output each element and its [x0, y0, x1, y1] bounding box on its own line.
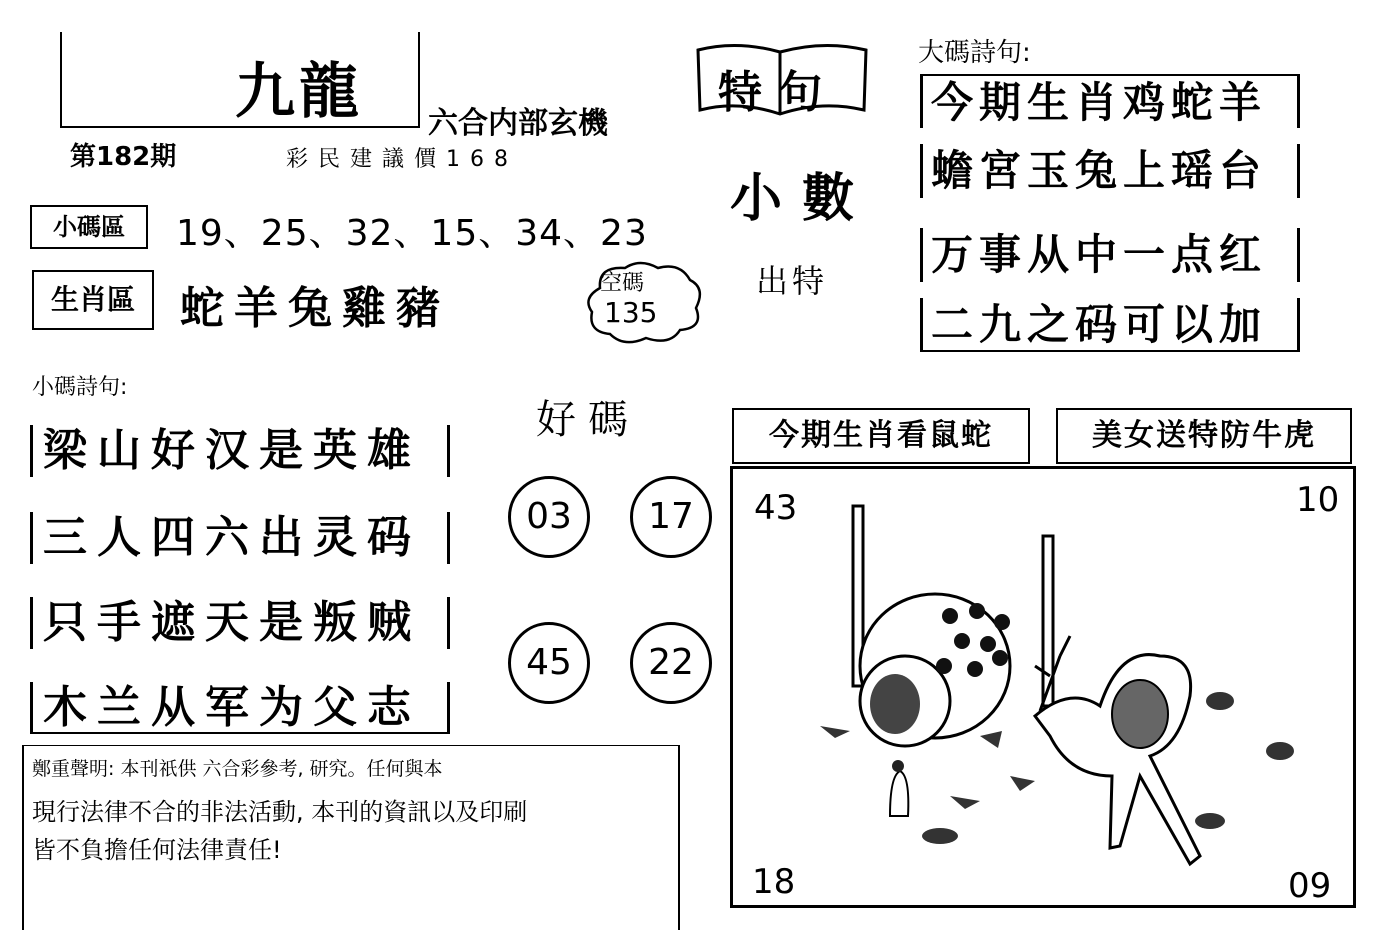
good-codes-title: 好碼	[536, 397, 640, 443]
good-code-circle: 45	[508, 622, 590, 704]
small-code-label: 小碼區	[30, 205, 148, 249]
good-code-circle: 22	[630, 622, 712, 704]
small-poem-title: 小碼詩句:	[32, 375, 128, 400]
corner-number: 10	[1296, 480, 1340, 520]
cloud-label: 空碼	[600, 271, 645, 296]
disclaimer-line: 鄭重聲明: 本刊祇供 六合彩參考, 研究。任何與本	[32, 758, 443, 780]
zodiac-label: 生肖區	[32, 270, 154, 330]
subtitle: 六合内部玄機	[428, 106, 608, 141]
issue-number: 第182期	[70, 142, 177, 172]
small-number-label: 小數	[730, 169, 875, 229]
disclaimer-line: 皆不負擔任何法律責任!	[32, 836, 282, 864]
small-poem-line: 只手遮天是叛贼	[30, 597, 450, 649]
small-code-numbers: 19、25、32、15、34、23	[176, 213, 648, 254]
good-code-circle: 17	[630, 476, 712, 558]
big-poem-line: 二九之码可以加	[920, 298, 1300, 352]
out-special-label: 出特	[756, 262, 829, 300]
zodiac-values: 蛇羊兔雞豬	[180, 283, 450, 334]
illustration-image	[740, 476, 1340, 892]
disclaimer-line: 現行法律不合的非法活動, 本刊的資訊以及印刷	[32, 798, 528, 826]
corner-number: 43	[754, 488, 798, 528]
zodiac-tip-box: 美女送特防牛虎	[1056, 408, 1352, 464]
corner-number: 09	[1288, 866, 1332, 906]
cloud-number: 135	[604, 296, 658, 329]
big-poem-line: 蟾宮玉兔上瑶台	[920, 144, 1300, 198]
big-poem-line: 万事从中一点红	[920, 228, 1300, 282]
suggested-price: 彩民建議價168	[286, 147, 518, 172]
small-poem-line: 木兰从军为父志	[30, 682, 450, 734]
corner-number: 18	[752, 862, 796, 902]
zodiac-tip-box: 今期生肖看鼠蛇	[732, 408, 1030, 464]
good-code-circle: 03	[508, 476, 590, 558]
small-poem-line: 三人四六出灵码	[30, 512, 450, 564]
small-poem-line: 梁山好汉是英雄	[30, 425, 450, 477]
big-poem-line: 今期生肖鸡蛇羊	[920, 74, 1300, 128]
big-poem-title: 大碼詩句:	[918, 38, 1031, 68]
page-title: 九龍	[235, 57, 363, 127]
special-title: 特句	[718, 67, 838, 118]
